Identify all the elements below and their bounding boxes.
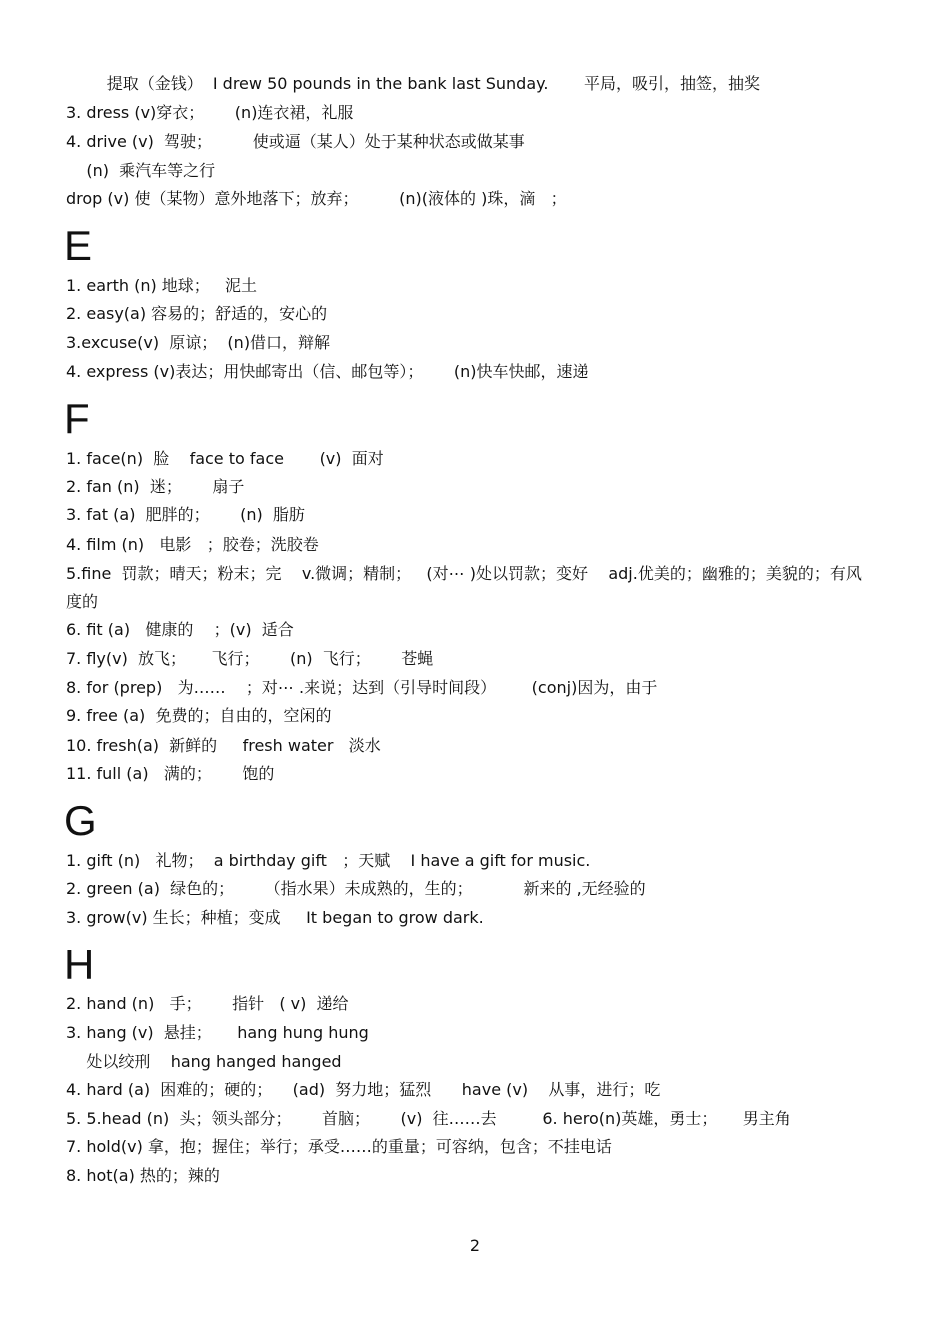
entry-line: 7. hold(v) 拿，抱；握住；举行；承受……的重量；可容纳，包含；不挂电话 xyxy=(66,1137,612,1156)
intro-line: 3. dress (v)穿衣； (n)连衣裙，礼服 xyxy=(66,103,354,122)
entry-line: 2. easy(a) 容易的；舒适的，安心的 xyxy=(66,304,328,323)
entry-line: 1. face(n) 脸 face to face (v) 面对 xyxy=(66,449,384,468)
intro-line: 提取（金钱） I drew 50 pounds in the bank last Sunday. 平局，吸引，抽签，抽奖 xyxy=(66,74,761,93)
section-letter-f: F xyxy=(64,395,90,442)
entry-line: 3.excuse(v) 原谅； (n)借口，辩解 xyxy=(66,333,331,352)
entry-line: 处以绞刑 hang hanged hanged xyxy=(66,1052,342,1071)
entry-line: 8. hot(a) 热的；辣的 xyxy=(66,1166,220,1185)
entry-line: 10. fresh(a) 新鲜的 fresh water 淡水 xyxy=(66,736,381,755)
entry-line: 3. fat (a) 肥胖的； (n) 脂肪 xyxy=(66,505,305,524)
entry-line: 3. grow(v) 生长；种植；变成 It began to grow dark. xyxy=(66,908,484,927)
section-letter-h: H xyxy=(64,941,95,988)
entry-line: 2. green (a) 绿色的； （指水果）未成熟的，生的； 新来的 ,无经验的 xyxy=(66,879,646,898)
intro-line: (n) 乘汽车等之行 xyxy=(66,161,216,180)
entry-line: 7. fly(v) 放飞； 飞行； (n) 飞行； 苍蝇 xyxy=(66,649,434,668)
entry-line: 2. hand (n) 手； 指针 ( v) 递给 xyxy=(66,994,349,1013)
entry-line: 11. full (a) 满的； 饱的 xyxy=(66,764,275,783)
entry-line-wrapped: 5.fine 罚款；晴天；粉末；完 v.微调；精制； (对⋯ )处以罚款；变好 adj.优美的；幽雅的；美貌的；有风度的 xyxy=(66,564,862,611)
intro-line: 4. drive (v) 驾驶； 使或逼（某人）处于某种状态或做某事 xyxy=(66,132,525,151)
entry-line: 4. hard (a) 困难的；硬的； (ad) 努力地；猛烈 have (v) 从事，进行；吃 xyxy=(66,1080,661,1099)
entry-line: 8. for (prep) 为…… ；对⋯ .来说；达到（引导时间段） (conj)因为，由于 xyxy=(66,678,658,697)
section-letter-g: G xyxy=(64,797,97,844)
section-letter-e: E xyxy=(64,222,93,269)
page-number: 2 xyxy=(469,1236,481,1255)
entry-line: 9. free (a) 免费的；自由的，空闲的 xyxy=(66,706,332,725)
entry-line: 4. film (n) 电影 ；胶卷；洗胶卷 xyxy=(66,535,319,554)
entry-line: 6. fit (a) 健康的 ；(v) 适合 xyxy=(66,620,294,639)
entry-line: 2. fan (n) 迷； 扇子 xyxy=(66,477,245,496)
entry-line: 1. gift (n) 礼物； a birthday gift ；天赋 I have a gift for music. xyxy=(66,851,591,870)
entry-line: 4. express (v)表达；用快邮寄出（信、邮包等）； (n)快车快邮，速递 xyxy=(66,362,589,381)
entry-line: 1. earth (n) 地球； 泥土 xyxy=(66,276,258,295)
intro-line: drop (v) 使（某物）意外地落下；放弃； (n)(液体的 )珠，滴 ； xyxy=(66,189,567,208)
entry-line: 3. hang (v) 悬挂； hang hung hung xyxy=(66,1023,369,1042)
entry-line: 5. 5.head (n) 头；领头部分； 首脑； (v) 往……去 6. hero(n)英雄，勇士； 男主角 xyxy=(66,1109,791,1128)
